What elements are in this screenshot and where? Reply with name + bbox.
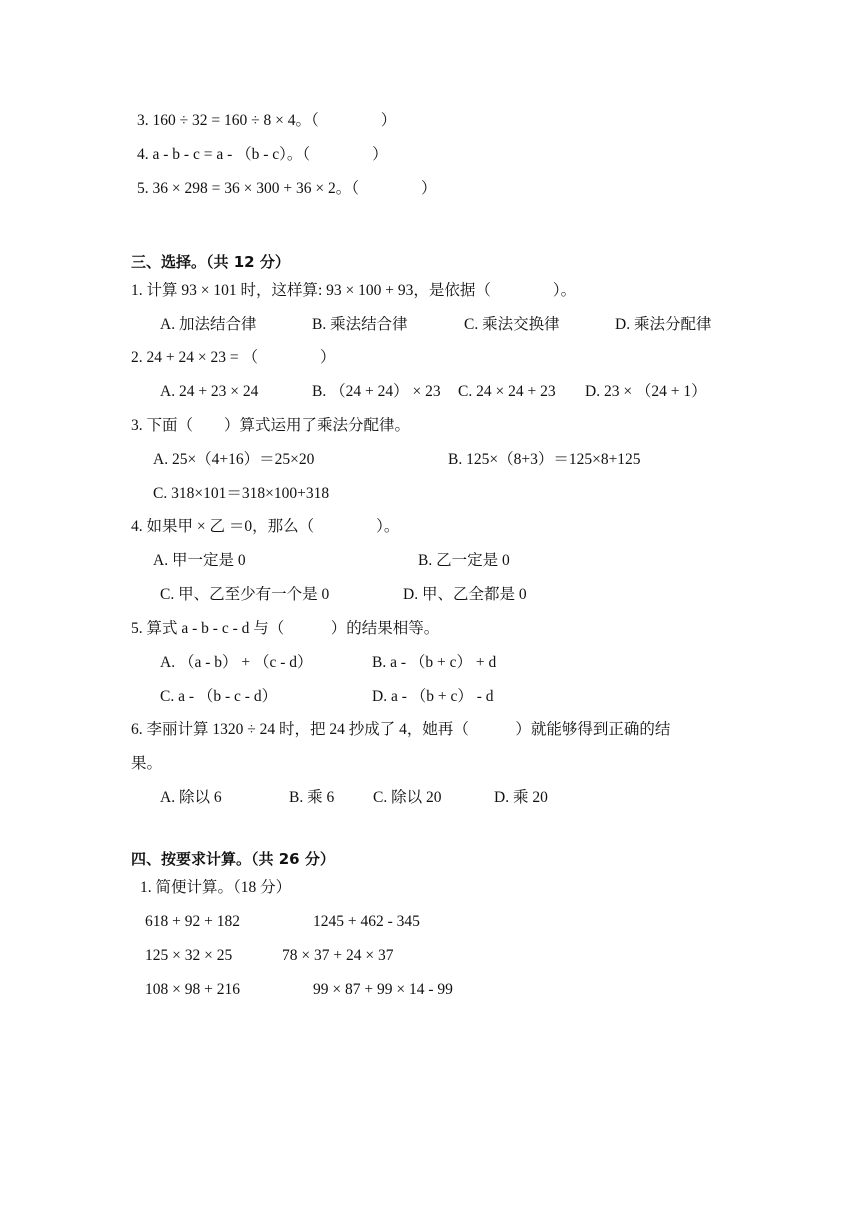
q1-text: 1. 计算 93 × 101 时，这样算: 93 × 100 + 93，是依据（ ）。 [131, 282, 577, 299]
section-4-sub1: 1. 简便计算。（18 分） [140, 879, 292, 896]
q6-option-d: D. 乘 20 [494, 789, 548, 806]
q5-option-d: D. a - （b + c） - d [372, 688, 494, 705]
q4-text: 4. 如果甲 × 乙 ＝0，那么（ ）。 [131, 518, 400, 535]
section-4-title: 四、按要求计算。（共 26 分） [131, 850, 335, 868]
q6-option-b: B. 乘 6 [289, 789, 335, 806]
expr-2: 1245 + 462 - 345 [313, 913, 420, 930]
expr-6: 99 × 87 + 99 × 14 - 99 [313, 981, 453, 998]
section-3-title: 三、选择。（共 12 分） [131, 253, 290, 271]
expr-3: 125 × 32 × 25 [145, 947, 233, 964]
q1-option-c: C. 乘法交换律 [464, 316, 560, 333]
expr-5: 108 × 98 + 216 [145, 981, 240, 998]
q4-option-c: C. 甲、乙至少有一个是 0 [160, 586, 330, 603]
q4-option-b: B. 乙一定是 0 [418, 552, 510, 569]
expr-4: 78 × 37 + 24 × 37 [282, 947, 394, 964]
q5-option-b: B. a - （b + c） + d [372, 654, 497, 671]
q2-option-a: A. 24 + 23 × 24 [160, 383, 259, 400]
q6-text-line2: 果。 [131, 755, 163, 772]
q2-option-d: D. 23 × （24 + 1） [585, 383, 707, 400]
q4-option-d: D. 甲、乙全都是 0 [403, 586, 527, 603]
q3-option-c: C. 318×101＝318×100+318 [153, 485, 330, 502]
q2-option-c: C. 24 × 24 + 23 [458, 383, 556, 400]
q1-option-d: D. 乘法分配律 [615, 316, 712, 333]
judge-item-3: 3. 160 ÷ 32 = 160 ÷ 8 × 4。（ ） [137, 112, 397, 129]
judge-item-5: 5. 36 × 298 = 36 × 300 + 36 × 2。（ ） [137, 180, 437, 197]
q2-text: 2. 24 + 24 × 23 = （ ） [131, 349, 336, 366]
judge-item-4: 4. a - b - c = a - （b - c）。（ ） [137, 146, 388, 163]
q1-option-b: B. 乘法结合律 [312, 316, 408, 333]
q6-option-a: A. 除以 6 [160, 789, 222, 806]
q6-text-line1: 6. 李丽计算 1320 ÷ 24 时，把 24 抄成了 4，她再（ ）就能够得到正确的结 [131, 721, 671, 738]
q5-option-a: A. （a - b） + （c - d） [160, 654, 313, 671]
q5-option-c: C. a - （b - c - d） [160, 688, 278, 705]
expr-1: 618 + 92 + 182 [145, 913, 240, 930]
q3-text: 3. 下面（ ）算式运用了乘法分配律。 [131, 417, 411, 434]
q3-option-b: B. 125×（8+3）＝125×8+125 [448, 451, 641, 468]
q3-option-a: A. 25×（4+16）＝25×20 [153, 451, 315, 468]
q1-option-a: A. 加法结合律 [160, 316, 257, 333]
q5-text: 5. 算式 a - b - c - d 与（ ）的结果相等。 [131, 620, 440, 637]
q4-option-a: A. 甲一定是 0 [153, 552, 246, 569]
q2-option-b: B. （24 + 24） × 23 [312, 383, 441, 400]
q6-option-c: C. 除以 20 [373, 789, 442, 806]
